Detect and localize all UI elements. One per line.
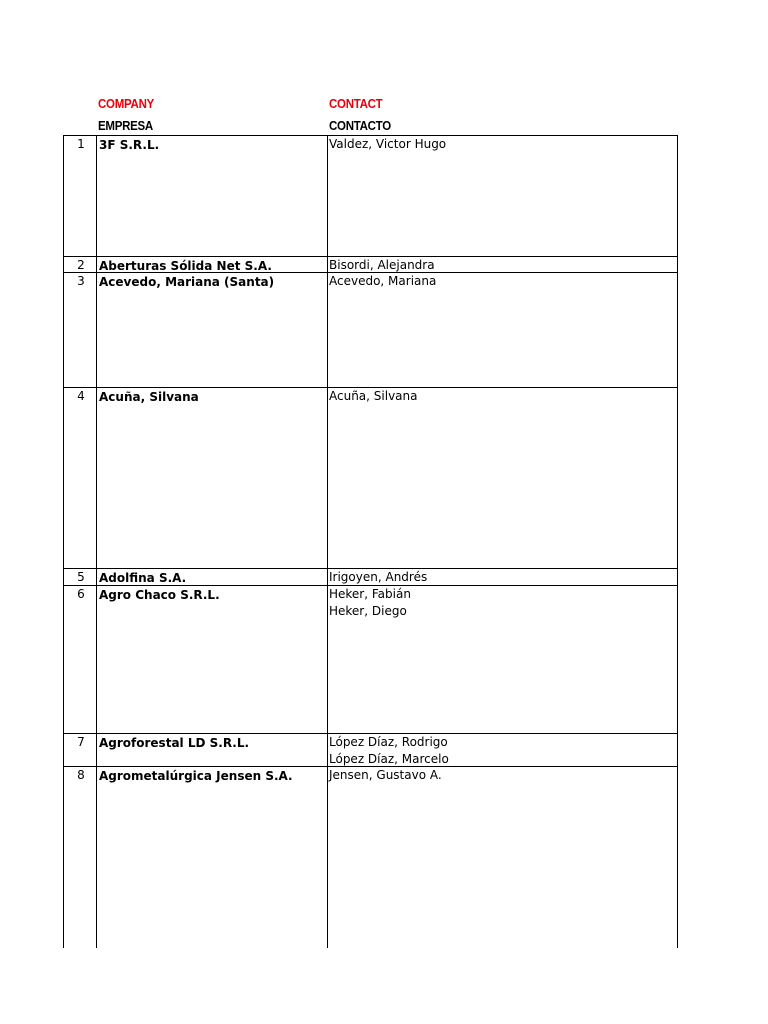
contact-names: [329, 569, 427, 586]
contact-name: López Díaz, Rodrigo: [329, 735, 448, 749]
contact-names: [329, 136, 446, 153]
contact-name: Jensen, Gustavo A.: [329, 768, 442, 782]
contact-names: [329, 388, 418, 405]
row-number: 2: [77, 258, 85, 272]
header-company-en: COMPANY: [98, 97, 155, 111]
contact-name: Valdez, Victor Hugo: [329, 137, 447, 151]
header-company-es: EMPRESA: [98, 119, 153, 133]
header-contact-en: CONTACT: [329, 97, 383, 111]
company-name: Agro Chaco S.R.L.: [99, 588, 220, 602]
contact-names: [329, 586, 411, 619]
contact-names: [329, 734, 449, 767]
contact-name: Heker, Fabián: [329, 587, 411, 601]
company-name: 3F S.R.L.: [99, 138, 160, 152]
contact-name: Acuña, Silvana: [329, 389, 418, 403]
contact-name: Irigoyen, Andrés: [329, 570, 428, 584]
contact-names: [329, 767, 442, 784]
contact-names: [329, 257, 435, 274]
contact-name: Heker, Diego: [329, 603, 407, 618]
contact-name: Bisordi, Alejandra: [329, 258, 435, 272]
header-contact-es: CONTACTO: [329, 119, 391, 133]
company-name: Adolfina S.A.: [99, 571, 187, 585]
company-name: Agrometalúrgica Jensen S.A.: [99, 769, 293, 783]
contact-name: Acevedo, Mariana: [329, 274, 437, 288]
row-number: 1: [77, 137, 85, 151]
row-number: 7: [77, 735, 85, 749]
company-name: Acevedo, Mariana (Santa): [99, 275, 275, 289]
row-number: 4: [77, 389, 85, 403]
row-number: 5: [77, 570, 85, 584]
row-number: 6: [77, 587, 85, 601]
row-number: 3: [77, 274, 85, 288]
contact-names: [329, 273, 436, 290]
company-name: Aberturas Sólida Net S.A.: [99, 259, 272, 273]
contact-name: López Díaz, Marcelo: [329, 751, 449, 766]
row-number: 8: [77, 768, 85, 782]
company-name: Acuña, Silvana: [99, 390, 199, 404]
company-name: Agroforestal LD S.R.L.: [99, 736, 250, 750]
